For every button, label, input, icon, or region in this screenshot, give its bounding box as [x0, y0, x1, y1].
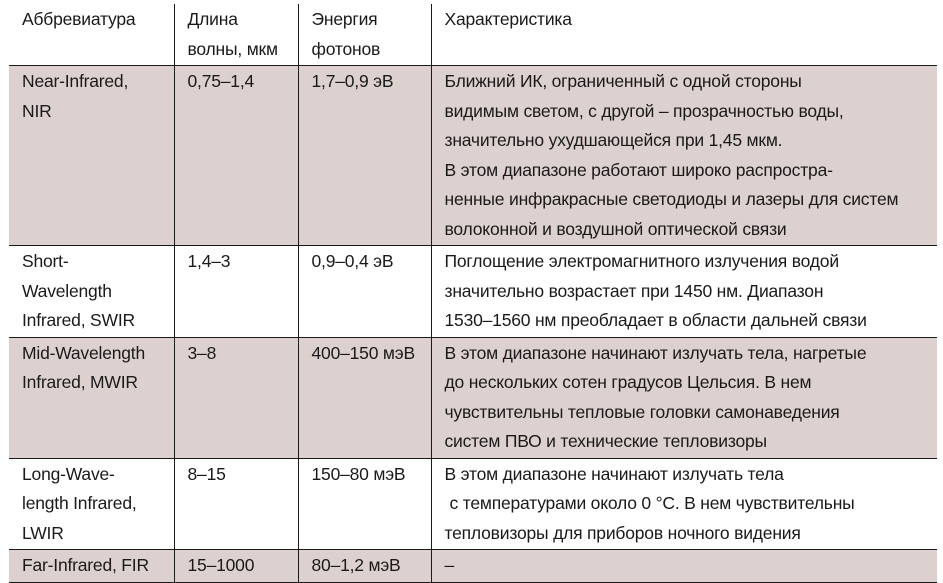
- cell-wavelength: 3–8: [174, 337, 298, 458]
- cell-abbreviation: Near-Infrared, NIR: [9, 66, 174, 246]
- cell-energy: 1,7–0,9 эВ: [298, 66, 431, 246]
- cell-description: В этом диапазоне начинают излучать тела с температурами около 0 °С. В нем чувствительны тепловизоры для приборов ночного видения: [431, 458, 937, 550]
- cell-wavelength: 1,4–3: [174, 246, 298, 338]
- infrared-ranges-table: [9, 4, 937, 583]
- cell-abbreviation: Long-Wave- length Infrared, LWIR: [9, 458, 174, 550]
- header-wavelength: Длина волны, мкм: [174, 4, 298, 66]
- cell-description: Поглощение электромагнитного излучения водой значительно возрастает при 1450 нм. Диапазон 1530–1560 нм преобладает в области дальней связи: [431, 246, 937, 338]
- cell-wavelength: 0,75–1,4: [174, 66, 298, 246]
- header-row: [9, 4, 937, 66]
- cell-energy: 0,9–0,4 эВ: [298, 246, 431, 338]
- cell-energy: 150–80 мэВ: [298, 458, 431, 550]
- table-row-mwir: [9, 337, 937, 458]
- header-photon-energy: Энергия фотонов: [298, 4, 431, 66]
- header-abbreviation: Аббревиатура: [9, 4, 174, 66]
- cell-wavelength: 8–15: [174, 458, 298, 550]
- cell-abbreviation: Mid-Wavelength Infrared, MWIR: [9, 337, 174, 458]
- cell-description: –: [431, 550, 937, 583]
- cell-abbreviation: Short- Wavelength Infrared, SWIR: [9, 246, 174, 338]
- cell-energy: 80–1,2 мэВ: [298, 550, 431, 583]
- cell-description: В этом диапазоне начинают излучать тела, нагретые до нескольких сотен градусов Цельсия. В нем чувствительны тепловые головки самонаведения систем ПВО и технические тепловизоры: [431, 337, 937, 458]
- header-characteristic: Характеристика: [431, 4, 937, 66]
- table-row-fir: [9, 550, 937, 583]
- table-row-lwir: [9, 458, 937, 550]
- cell-abbreviation: Far-Infrared, FIR: [9, 550, 174, 583]
- cell-description: Ближний ИК, ограниченный с одной стороны видимым светом, с другой – прозрачностью воды, значительно ухудшающейся при 1,45 мкм. В этом диапазоне работают широко распростра- ненные инфракрасные светодиоды и лазеры для систем волоконной и воздушной оптической связи: [431, 66, 937, 246]
- cell-energy: 400–150 мэВ: [298, 337, 431, 458]
- table-row-nir: [9, 66, 937, 246]
- table-row-swir: [9, 246, 937, 338]
- cell-wavelength: 15–1000: [174, 550, 298, 583]
